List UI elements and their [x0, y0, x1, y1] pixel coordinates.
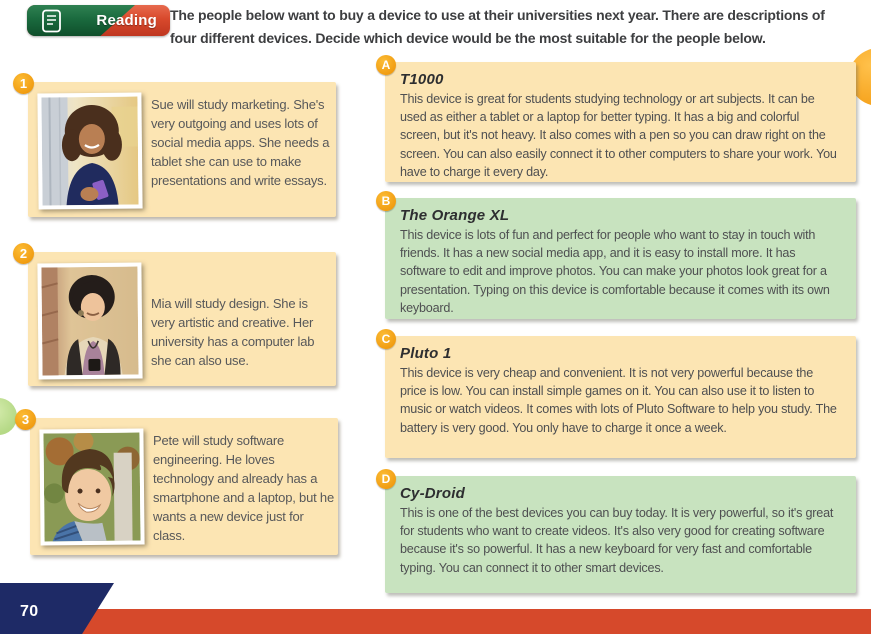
- person-card-pete: [21, 412, 338, 555]
- device-card-orange-xl: [381, 194, 856, 319]
- device-description-pluto-1: This device is very cheap and convenient. It is not very powerful because the price is low. You can install simple games on it. You can also use it to listen to music or watch videos. It comes with lots of Pluto Software to help you study. The battery is very good. You only have to charge it once a week.: [400, 366, 837, 435]
- person-description-pete: Pete will study software engineering. He loves technology and already has a smartphone and a laptop, but he wants a new device just for class.: [153, 433, 334, 543]
- device-name-pluto-1: Pluto 1: [400, 345, 452, 362]
- exercise-instructions: The people below want to buy a device to use at their universities next year. There are descriptions of four different devices. Decide which device would be the most suitable for the people below.: [170, 7, 825, 46]
- device-card-t1000: [381, 58, 856, 182]
- page-number: 70: [20, 603, 39, 620]
- reading-badge-label: Reading: [96, 12, 157, 29]
- person-description-mia: Mia will study design. She is very artistic and creative. Her university has a computer lab she can also use.: [151, 296, 315, 368]
- device-name-t1000: T1000: [400, 71, 444, 88]
- device-description-orange-xl: This device is lots of fun and perfect for people who want to stay in touch with friends. It has a new social media app, and it is easy to install more. It has software to edit and improve photos. You can make your photos look great for a presentation. Typing on this device is comfortable because it comes with its own keyboard.: [400, 228, 830, 315]
- photo-pete: [39, 428, 144, 545]
- person-card-sue: [19, 76, 336, 217]
- number-badge-3: 3: [15, 409, 36, 430]
- person-card-mia: [19, 246, 336, 386]
- device-name-cy-droid: Cy-Droid: [400, 485, 465, 502]
- letter-badge-d: D: [376, 469, 396, 489]
- device-description-t1000: This device is great for students studying technology or art subjects. It can be used as either a tablet or a laptop for better typing. It has a big and colorful screen, but it's not heavy. It also comes with a pen so you can draw right on the screen. You can also easily connect it to other computers to share your work. You have to charge it every day.: [400, 92, 837, 179]
- letter-badge-a: A: [376, 55, 396, 75]
- photo-sue: [37, 92, 142, 209]
- footer-red-bar: [0, 609, 871, 634]
- letter-badge-c: C: [376, 329, 396, 349]
- document-icon: [40, 9, 64, 36]
- device-description-cy-droid: This is one of the best devices you can buy today. It is very powerful, so it's great for students who want to create videos. It's also very good for creating software because it's so powerful. It has a new keyboard for very fast and comfortable typing. You can connect it to other smart devices.: [400, 506, 834, 575]
- device-name-orange-xl: The Orange XL: [400, 207, 510, 224]
- device-card-pluto-1: [381, 332, 856, 458]
- person-description-sue: Sue will study marketing. She's very outgoing and uses lots of social media apps. She needs a tablet she can use to make presentations and write essays.: [151, 97, 330, 188]
- letter-badge-b: B: [376, 191, 396, 211]
- device-card-cy-droid: [381, 472, 856, 593]
- number-badge-1: 1: [13, 73, 34, 94]
- reading-section-badge: [27, 5, 170, 36]
- photo-mia: [37, 262, 142, 379]
- number-badge-2: 2: [13, 243, 34, 264]
